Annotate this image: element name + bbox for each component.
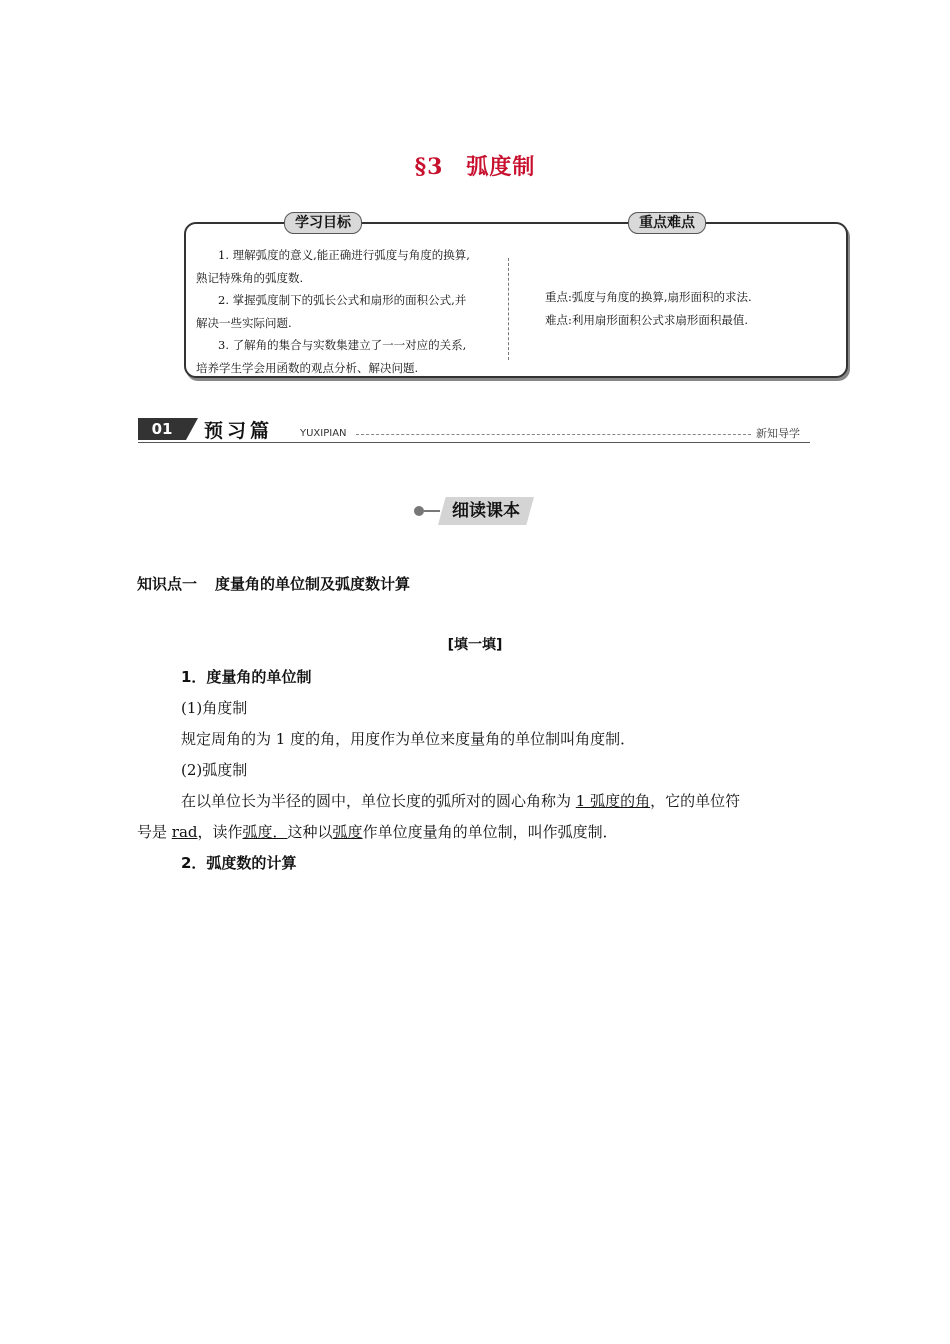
knowledge-title: 度量角的单位制及弧度数计算 [215, 575, 411, 593]
subheading-2: (2)弧度制 [181, 761, 248, 779]
answer-blank: rad [171, 823, 198, 841]
key-points-tag: 重点难点 [628, 212, 706, 234]
difficult-point: 难点:利用扇形面积公式求扇形面积最值. [545, 312, 749, 327]
objective-line: 培养学生学会用函数的观点分析、解决问题. [196, 360, 419, 375]
heading-2: 2．弧度数的计算 [181, 854, 297, 872]
text-run: 号是 [137, 823, 172, 841]
knowledge-label: 知识点一 [137, 575, 198, 593]
section-pinyin: YUXIPIAN [300, 428, 347, 439]
objective-line: 解决一些实际问题. [196, 315, 292, 330]
content-body [137, 662, 817, 879]
answer-blank: 1 弧度的角 [575, 792, 651, 810]
knowledge-heading [137, 573, 410, 594]
section-subtitle: 新知导学 [756, 427, 800, 440]
paragraph-2 [137, 786, 817, 817]
answer-blank: 弧度． [242, 823, 288, 841]
key-points-list [545, 286, 835, 331]
text-run: 在以单位长为半径的圆中，单位长度的弧所对的圆心角称为 [181, 792, 576, 810]
box-divider [508, 258, 509, 360]
read-banner-label: 细读课本 [452, 501, 520, 521]
fill-label: [填一填] [447, 637, 503, 653]
text-run: 作单位度量角的单位制，叫作弧度制． [362, 823, 618, 841]
badge-arrow-icon [186, 418, 198, 440]
paragraph-3 [137, 817, 817, 848]
text-run: 这种以 [287, 823, 333, 841]
section-underline [138, 442, 810, 443]
objectives-tag: 学习目标 [284, 212, 362, 234]
section-name: 预习篇 [204, 420, 274, 442]
important-point: 重点:弧度与角度的换算,扇形面积的求法. [545, 290, 752, 304]
objectives-list [196, 244, 502, 379]
read-banner [414, 497, 538, 525]
objective-line: 熟记特殊角的弧度数. [196, 270, 304, 285]
heading-1: 1．度量角的单位制 [181, 668, 312, 686]
section-header [138, 418, 810, 444]
objective-line: 1. 理解弧度的意义,能正确进行弧度与角度的换算, [218, 248, 470, 262]
answer-blank: 弧度 [332, 823, 363, 841]
subheading-1: (1)角度制 [181, 699, 248, 717]
paragraph-1: 规定周角的为 1 度的角，用度作为单位来度量角的单位制叫角度制． [181, 730, 636, 748]
section-badge: 01 [138, 418, 186, 440]
text-run: ，读作 [197, 823, 243, 841]
section-dashed-line [356, 434, 751, 435]
objective-line: 3. 了解角的集合与实数集建立了一一对应的关系, [218, 338, 467, 352]
bullet-dot-icon [414, 506, 424, 516]
objective-line: 2. 掌握弧度制下的弧长公式和扇形的面积公式,并 [218, 293, 467, 307]
page-title: §3 弧度制 [414, 154, 536, 180]
text-run: ，它的单位符 [650, 792, 741, 810]
